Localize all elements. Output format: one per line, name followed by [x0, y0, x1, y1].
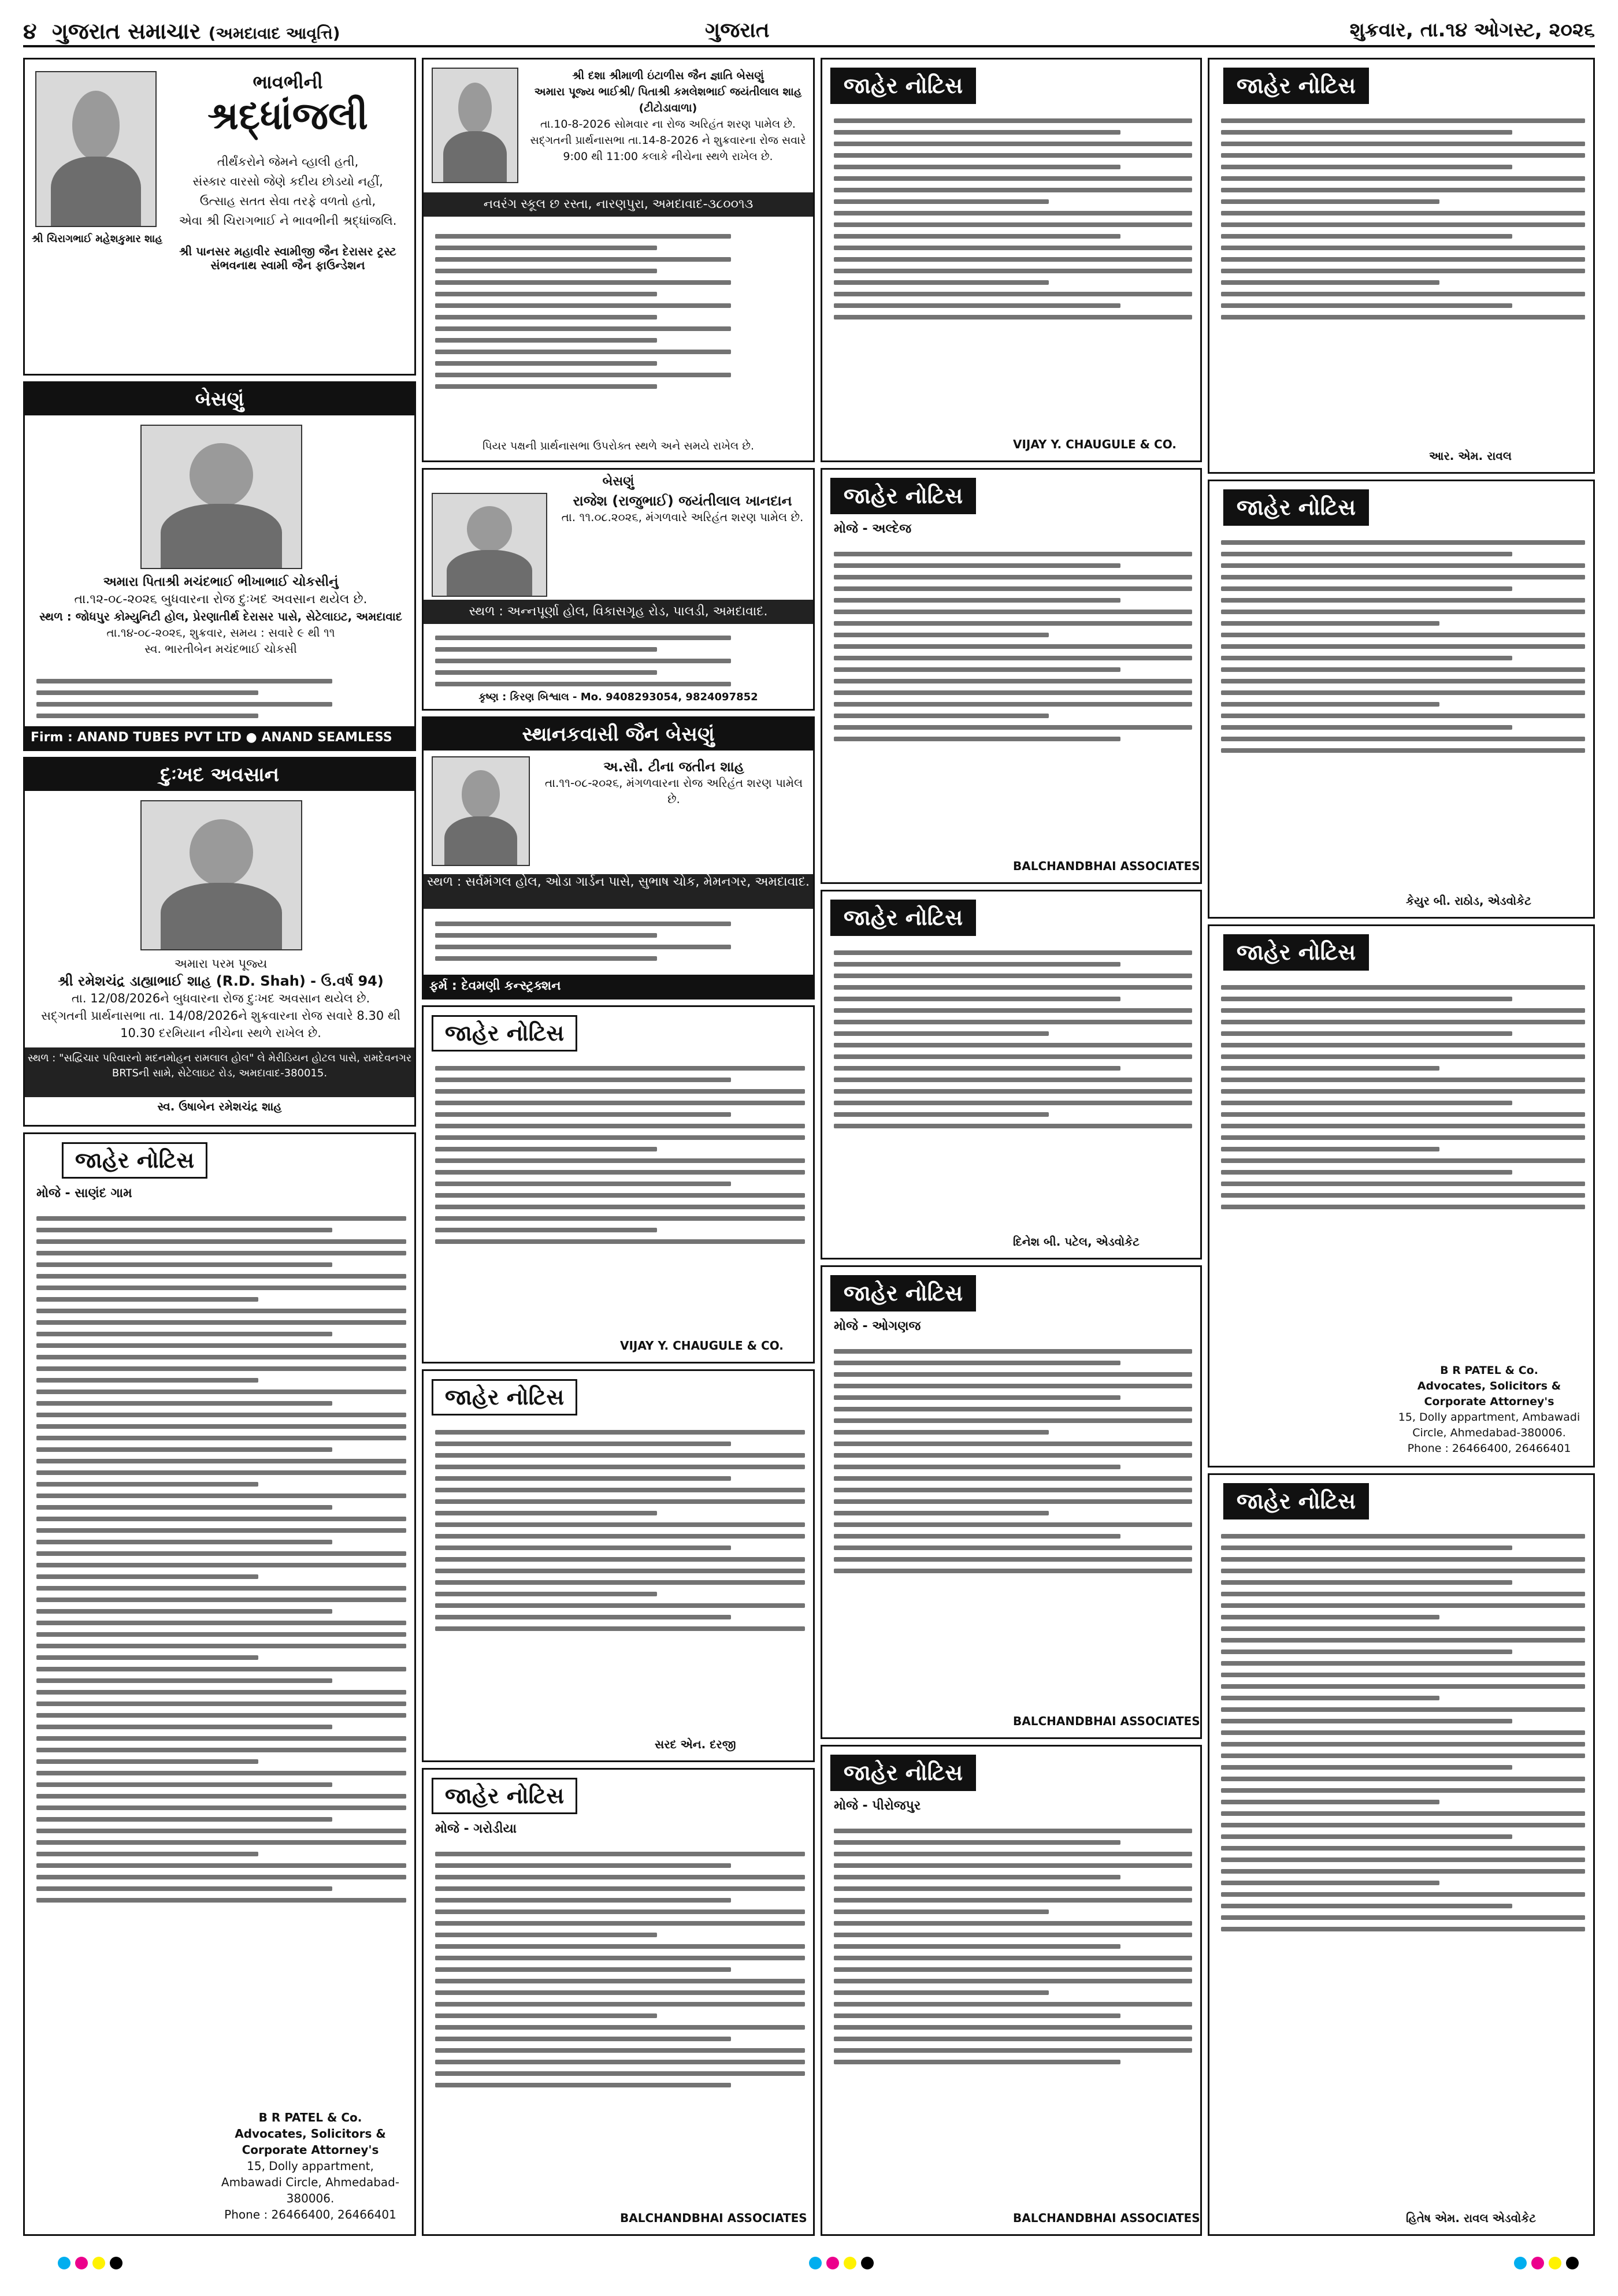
family-head: સ્વ. ભારતીબેન મચંદભાઈ ચોકસી	[144, 642, 297, 656]
deceased-name: અ.સૌ. ટીના જતીન શાહ	[603, 759, 744, 775]
portrait-photo	[432, 756, 530, 866]
cyan-dot	[58, 2257, 70, 2269]
ad-title: સ્થાનકવાસી જૈન બેસણું	[424, 718, 813, 751]
public-notice-col1	[23, 1132, 416, 2236]
ad-title: બેસણું	[25, 383, 414, 415]
besnu-ad-1	[23, 381, 416, 751]
notice-place: મોજે - અલ્દેજ	[834, 522, 912, 536]
advocate-sub: Advocates, Solicitors & Corporate Attorney's	[1417, 1380, 1561, 1408]
verse-line: એવા શ્રી ચિરાગભાઈ ને ભાવભીની શ્રદ્ધાંજલિ.	[179, 214, 397, 228]
deceased-name: રાજેશ (રાજુભાઈ) જયંતીલાલ ખાનદાન	[573, 493, 792, 509]
advocate-name: B R PATEL & Co.	[1440, 1364, 1538, 1377]
meeting-line: સદ્ગતની પ્રાર્થનાસભા તા. 14/08/2026ને શુક્રવારના રોજ સવારે 8.30 થી 10.30 દરમિયાન નીચેના સ્થળે રાખેલ છે.	[41, 1009, 400, 1040]
besnu-rajesh-ad	[422, 468, 815, 711]
notice-place: મોજે - સાણંદ ગામ	[36, 1186, 132, 1201]
notice-title: જાહેર નોટિસ	[830, 478, 976, 514]
cyan-dot	[809, 2257, 822, 2269]
portrait-photo	[140, 425, 302, 569]
family-head: સ્વ. ઉષાબેન રમેશચંદ્ર શાહ	[157, 1099, 282, 1113]
portrait-photo	[432, 68, 518, 183]
advocate-name: BALCHANDBHAI ASSOCIATES	[1013, 2211, 1200, 2225]
notice-title: જાહેર નોટિસ	[432, 1379, 577, 1416]
community: શ્રી દશા શ્રીમાળી ઇંટાળીસ જૈન જ્ઞાતિ બેસણું	[572, 69, 764, 82]
advocate-name: BALCHANDBHAI ASSOCIATES	[1013, 1714, 1200, 1728]
portrait-photo	[432, 493, 547, 597]
public-notice-3a	[821, 58, 1202, 462]
yellow-dot	[844, 2257, 856, 2269]
notice-title: જાહેર નોટિસ	[432, 1778, 577, 1814]
public-notice-2a	[422, 1005, 815, 1364]
ad-title: બેસણું	[602, 474, 634, 489]
deceased-name: અમારા પૂજ્ય ભાઈશ્રી/ પિતાશ્રી કમલેશભાઈ જયંતીલાલ શાહ (ટીટોડાવાળા)	[534, 86, 802, 114]
public-notice-4d	[1208, 1473, 1595, 2236]
advocate-name: દિનેશ બી. પટેલ, એડવોકેટ	[1013, 1235, 1140, 1249]
label: અમારા પરમ પૂજ્ય	[174, 957, 268, 971]
magenta-dot	[826, 2257, 839, 2269]
magenta-dot	[75, 2257, 88, 2269]
date-line: તા. 12/08/2026ને બુધવારના રોજ દુઃખદ અવસાન થયેલ છે.	[71, 991, 370, 1005]
photo-caption: શ્રી ચિરાગભાઈ મહેશકુમાર શાહ	[31, 233, 163, 245]
deceased-name: શ્રી રમેશચંદ્ર ડાહ્યાભાઈ શાહ (R.D. Shah) - ઉ.વર્ષ 94)	[58, 973, 384, 989]
phone-line: કૃષ્ણ : કિરણ બિશ્વાલ - Mo. 9408293054, 9824097852	[478, 691, 758, 703]
venue-bar: સ્થળ : અન્નપૂર્ણા હોલ, વિકાસગૃહ રોડ, પાલડી, અમદાવાદ.	[424, 600, 813, 624]
public-notice-2b	[422, 1369, 815, 1762]
notice-title: જાહેર નોટિસ	[1223, 68, 1369, 104]
date-line: તા.૧૨-૦૮-૨૦૨૬ બુધવારના રોજ દુઃખદ અવસાન થયેલ છે.	[74, 592, 368, 607]
black-dot	[1566, 2257, 1579, 2269]
verse-line: સંસ્કાર વારસો જેણે કદીય છોડયો નહીં,	[192, 174, 383, 188]
sthanakvasi-ad	[422, 716, 815, 1000]
firm-bar: Firm : ANAND TUBES PVT LTD ● ANAND SEAMLESS	[25, 726, 414, 749]
advocate-name: VIJAY Y. CHAUGULE & CO.	[620, 1339, 784, 1353]
magenta-dot	[1531, 2257, 1544, 2269]
advocate-name: હિતેષ એમ. રાવલ એડવોકેટ	[1406, 2211, 1537, 2225]
public-notice-4a	[1208, 58, 1595, 474]
advocate-name: B R PATEL & Co.	[258, 2111, 362, 2124]
yellow-dot	[92, 2257, 105, 2269]
heading-big: શ્રદ્ધાંજલી	[207, 94, 368, 138]
public-notice-4c	[1208, 924, 1595, 1467]
advocate-phone: Phone : 26466400, 26466401	[1407, 1442, 1571, 1455]
notice-title: જાહેર નોટિસ	[1223, 934, 1369, 971]
firm-bar: ફર્મ : દેવમણી કન્સ્ટ્રક્શન	[424, 975, 813, 998]
advocate-phone: Phone : 26466400, 26466401	[224, 2208, 396, 2221]
org-name: શ્રી પાનસર મહાવીર સ્વામીજી જૈન દેરાસર ટ્રસ્ટ સંભવનાથ સ્વામી જૈન ફાઉન્ડેશન	[179, 244, 396, 272]
besnu-top-ad	[422, 58, 815, 462]
notice-title: જાહેર નોટિસ	[1223, 489, 1369, 526]
public-notice-3d	[821, 1265, 1202, 1739]
date-line: તા.10-8-2026 સોમવાર ના રોજ અરિહંત શરણ પામેલ છે.	[540, 118, 796, 131]
portrait-photo	[35, 71, 157, 227]
venue-bar: સ્થળ : સર્વમંગલ હોલ, ઓડા ગાર્ડન પાસે, સુભાષ ચોક, મેમનગર, અમદાવાદ.	[424, 874, 813, 909]
advocate-address: 15, Dolly appartment, Ambawadi Circle, Ahmedabad-380006.	[221, 2159, 400, 2205]
deceased-name: અમારા પિતાશ્રી મચંદભાઈ ભીખાભાઈ ચોકસીનું	[103, 575, 339, 589]
print-registration-strip	[23, 2253, 1595, 2271]
advocate-name: BALCHANDBHAI ASSOCIATES	[620, 2211, 807, 2225]
notice-place: મોજે - ગરોડીયા	[435, 1822, 517, 1836]
notice-title: જાહેર નોટિસ	[1223, 1483, 1369, 1519]
date-line: તા. ૧૧.૦૮.૨૦૨૬, મંગળવારે અરિહંત શરણ પામેલ છે.	[561, 510, 804, 524]
avsan-ad	[23, 757, 416, 1127]
ad-title: દુઃખદ અવસાન	[25, 759, 414, 791]
verse-line: ઉત્સાહ સતત સેવા તરફે વળતો હતો,	[199, 194, 376, 208]
bottom-note: પિયર પક્ષની પ્રાર્થનાસભા ઉપરોક્ત સ્થળે અને સમયે રાખેલ છે.	[482, 440, 755, 452]
black-dot	[861, 2257, 874, 2269]
verse-line: તીર્થંકરોને જેમને વ્હાલી હતી,	[217, 155, 359, 169]
masthead	[23, 16, 1595, 47]
advocate-name: VIJAY Y. CHAUGULE & CO.	[1013, 437, 1177, 451]
advocate-name: BALCHANDBHAI ASSOCIATES	[1013, 859, 1200, 873]
advocate-name: કેયુર બી. રાઠોડ, એડવોકેટ	[1406, 894, 1531, 908]
public-notice-3e	[821, 1745, 1202, 2236]
advocate-name: આર. એમ. રાવલ	[1429, 449, 1512, 463]
notice-title: જાહેર નોટિસ	[830, 1275, 976, 1312]
black-dot	[110, 2257, 123, 2269]
venue: સ્થળ : જોધપુર કોમ્યુનિટી હોલ, પ્રેરણાતીર્થ દેરાસર પાસે, સેટેલાઇટ, અમદાવાદ	[39, 610, 402, 623]
issue-date: શુક્રવાર, તા.૧૪ ઓગસ્ટ, ૨૦૨૬	[1349, 18, 1595, 42]
shraddhanjali-ad	[23, 58, 416, 376]
yellow-dot	[1549, 2257, 1561, 2269]
time: તા.૧૪-૦૮-૨૦૨૬, શુક્રવાર, સમય : સવારે ૯ થી ૧૧	[106, 626, 335, 640]
notice-title: જાહેર નોટિસ	[432, 1015, 577, 1052]
page-number: ૪ ગુજરાત સમાચાર (અમદાવાદ આવૃત્તિ)	[23, 18, 340, 44]
public-notice-3c	[821, 890, 1202, 1260]
meeting-line: સદ્ગતની પ્રાર્થનાસભા તા.14-8-2026 ને શુક્રવારના રોજ સવારે 9:00 થી 11:00 કલાકે નીચેના સ્થળે રાખેલ છે.	[530, 134, 806, 163]
notice-place: મોજે - પીરોજપુર	[834, 1799, 921, 1813]
heading-small: ભાવભીની	[253, 71, 323, 93]
notice-title: જાહેર નોટિસ	[830, 900, 976, 936]
public-notice-2c	[422, 1768, 815, 2236]
notice-title: જાહેર નોટિસ	[62, 1142, 207, 1179]
cyan-dot	[1514, 2257, 1527, 2269]
venue-bar: સ્થળ : "સદ્વિચાર પરિવારનો મદનમોહન રામલાલ હોલ" લે મેરીડિયન હોટલ પાસે, રામદેવનગર BRTSની સામે, સેટેલાઇટ રોડ, અમદાવાદ-380015.	[25, 1047, 414, 1097]
portrait-photo	[140, 800, 302, 950]
public-notice-4b	[1208, 480, 1595, 919]
venue-bar: નવરંગ સ્કૂલ છ રસ્તા, નારણપુરા, અમદાવાદ-૩૮૦૦૧૩	[424, 192, 813, 217]
section-title: ગુજરાત	[705, 18, 770, 42]
advocate-address: 15, Dolly appartment, Ambawadi Circle, Ahmedabad-380006.	[1398, 1411, 1580, 1439]
advocate-sub: Advocates, Solicitors & Corporate Attorney's	[235, 2127, 386, 2157]
notice-title: જાહેર નોટિસ	[830, 1755, 976, 1791]
notice-place: મોજે - ઓગણજ	[834, 1319, 921, 1333]
notice-title: જાહેર નોટિસ	[830, 68, 976, 104]
advocate-name: સરદ એન. દરજી	[655, 1737, 736, 1751]
date-line: તા.૧૧-૦૮-૨૦૨૬, મંગળવારના રોજ અરિહંત શરણ પામેલ છે.	[544, 776, 803, 806]
public-notice-3b	[821, 468, 1202, 884]
